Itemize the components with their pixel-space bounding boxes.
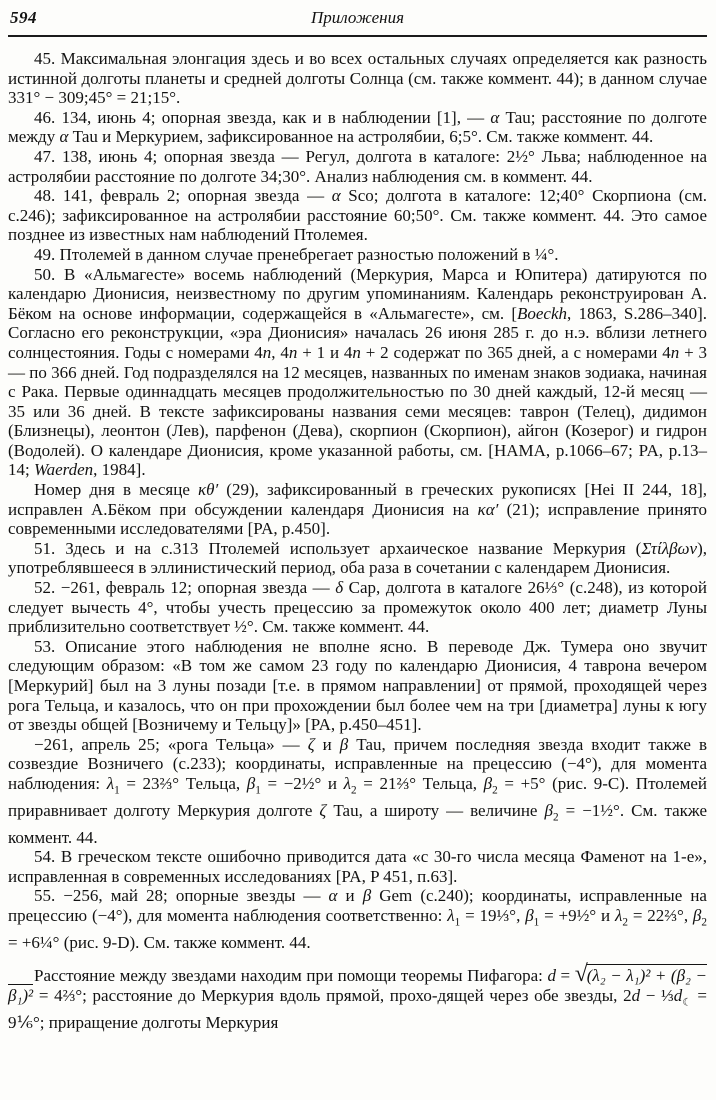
comment-53-seg-0: 53. Описание этого наблюдения не вполне ясно. В переводе Дж. Тумера оно звучит следующим образом: «В том же самом 23 году по календарю Дионисия, 4 таврона вечером [Меркурий] был на 3 луны позади [т.е. в прямом направлении] от прямой, проходящей через рога Тельца, и казалось, что он при прохождении был более чем на три [диаметра] луны к югу от звезды общей [Возничему и Тельцу]» [PA, p.450–451]. xyxy=(8,636,707,735)
distance-calculation-seg-4: (λ₂ − λ₁)² + (β₂ − β₁)² xyxy=(8,966,708,1006)
comment-46-seg-2: Tau; расстояние по долготе между xyxy=(8,107,707,147)
comment-47-seg-0: 47. 138, июнь 4; опорная звезда — Регул, долгота в каталоге: 2½° Льва; наблюденное на астролябии расстояние по долготе 34;30°. Анализ наблюдения см. в коммент. 44. xyxy=(8,146,707,186)
comment-53-continued-seg-18: Tau, а широту — величине xyxy=(326,800,545,820)
comment-50-seg-5: n xyxy=(288,342,298,362)
comment-50-seg-3: n xyxy=(262,342,272,362)
comment-46-seg-1: α xyxy=(490,107,500,127)
comment-53-continued-seg-15: 2 xyxy=(492,784,498,797)
comment-53-continued-seg-0: −261, апрель 25; «рога Тельца» — xyxy=(34,734,308,754)
comment-53-continued-seg-4: Tau, причем последняя звезда входит также в созвездие Возничего (с.233); координаты, исправленные на прецессию (−4°), для момента наблюдения: xyxy=(8,734,707,793)
comment-50-day-number-seg-1: κθ′ xyxy=(197,480,219,500)
comment-50-seg-4: , 4 xyxy=(271,342,289,362)
comment-53-continued-seg-17: ζ xyxy=(319,800,327,820)
page-body xyxy=(8,49,707,1033)
comment-55-seg-2: и xyxy=(337,886,363,906)
comment-50-seg-6: + 1 и 4 xyxy=(297,342,353,362)
comment-45 xyxy=(8,49,707,108)
comment-55-seg-8: β xyxy=(525,906,534,926)
comment-53-continued-seg-13: = 21⅔° Тельца, xyxy=(356,773,484,793)
comment-53-continued-seg-21: = −1½°. См. также коммент. 44. xyxy=(8,800,707,847)
comment-55-seg-15: 2 xyxy=(701,916,707,929)
distance-calculation-seg-10: = 9⅙°; приращение долготы Меркурия xyxy=(8,986,708,1033)
distance-calculation-seg-0: Расстояние между звездами находим при помощи теоремы Пифагора: xyxy=(34,966,548,986)
comment-50-seg-7: n xyxy=(352,342,361,362)
comment-55-seg-14: β xyxy=(692,906,702,926)
comment-55-seg-3: β xyxy=(362,886,372,906)
comment-55-seg-11: λ xyxy=(615,906,623,926)
comment-53-continued-seg-12: 2 xyxy=(351,784,357,797)
comment-46-seg-0: 46. 134, июнь 4; опорная звезда, как и в наблюдении [1], — xyxy=(34,107,491,127)
comment-51-seg-0: 51. Здесь и на с.313 Птолемей использует архаическое название Меркурия ( xyxy=(34,538,642,558)
comment-46 xyxy=(8,108,707,147)
comment-55-seg-5: λ xyxy=(447,906,455,926)
distance-calculation-seg-9: ☾ xyxy=(682,996,692,1009)
comment-48-seg-0: 48. 141, февраль 2; опорная звезда — xyxy=(34,186,332,206)
comment-50-seg-9: n xyxy=(670,342,680,362)
comment-53 xyxy=(8,637,707,735)
distance-calculation-seg-7: − ⅓ xyxy=(640,986,674,1006)
comment-53-continued-seg-2: и xyxy=(314,734,340,754)
comment-50-seg-8: + 2 содержат по 365 дней, а с номерами 4 xyxy=(360,342,671,362)
comment-46-seg-4: Tau и Меркурием, зафиксированное на астролябии, 6;5°. См. также коммент. 44. xyxy=(68,127,654,147)
comment-55-seg-4: Gem (с.240); координаты, исправленные на прецессию (−4°), для момента наблюдения соответственно: xyxy=(8,886,707,926)
comment-52-seg-0: 52. −261, февраль 12; опорная звезда — xyxy=(34,578,336,598)
comment-55-seg-16: = +6¼° (рис. 9-D). См. также коммент. 44. xyxy=(8,932,311,952)
page-header xyxy=(8,7,707,34)
comment-52-seg-1: δ xyxy=(335,578,344,598)
comment-51 xyxy=(8,539,707,578)
comment-55-seg-12: 2 xyxy=(622,916,628,929)
comment-53-continued-seg-9: 1 xyxy=(255,784,261,797)
comment-51-seg-1: Στίλβων xyxy=(641,538,698,558)
comment-53-continued-seg-10: = −2½° и xyxy=(260,773,344,793)
distance-calculation-seg-5: = 4⅔°; расстояние до Меркурия вдоль прямой, прохо-дящей через обе звезды, 2 xyxy=(33,986,632,1006)
comment-50-seg-0: 50. В «Альмагесте» восемь наблюдений (Меркурия, Марса и Юпитера) датируются по календарю Дионисия, неизвестному по другим упоминаниям. Календарь реконструирован А. Бёком на основе информации, содержащейся в «Альмагесте», см. [ xyxy=(8,264,707,323)
comment-53-continued-seg-6: 1 xyxy=(114,784,120,797)
comment-55-seg-9: 1 xyxy=(533,916,540,929)
distance-calculation-seg-6: d xyxy=(631,986,641,1006)
comment-53-continued-seg-8: β xyxy=(246,773,256,793)
comment-55-seg-13: = 22⅔°, xyxy=(627,906,693,926)
distance-calculation-seg-3: √ xyxy=(574,961,587,988)
comment-55-seg-6: 1 xyxy=(454,916,461,929)
comment-53-continued-seg-19: β xyxy=(544,800,553,820)
distance-calculation xyxy=(8,961,708,1033)
comment-53-continued-seg-5: λ xyxy=(106,773,115,793)
comment-52-seg-2: Cap, долгота в каталоге 26⅓° (с.248), из которой следует вычесть 4°, чтобы учесть прецессию за промежуток около 400 лет; диаметр Луны приблизительно соответствует ½°. См. также коммент. 44. xyxy=(8,578,707,637)
comment-53-continued-seg-20: 2 xyxy=(552,811,559,824)
comment-48-seg-2: Sco; долгота в каталоге: 12;40° Скорпиона (см. с.246); зафиксированное на астролябии расстояние 60;50°. См. также коммент. 44. Это самое позднее из известных нам наблюдений Птолемея. xyxy=(8,186,707,245)
comment-50-day-number xyxy=(8,480,707,539)
running-title: Приложения xyxy=(311,8,404,27)
comment-50-day-number-seg-4: (21); исправление принято современными исследователями [PA, p.450]. xyxy=(8,499,707,539)
comment-53-continued-seg-16: = +5° (рис. 9-C). Птолемей приравнивает долготу Меркурия долготе xyxy=(8,773,707,820)
comment-48-seg-1: α xyxy=(331,186,341,206)
comment-51-seg-2: ), употреблявшееся в эллинистический период, оба раза в сочетании с календарем Дионисия. xyxy=(8,538,707,578)
comment-50-seg-12: , 1984]. xyxy=(93,460,146,480)
comment-53-continued-seg-1: ζ xyxy=(307,734,315,754)
comment-55 xyxy=(8,886,707,952)
comment-53-continued-seg-11: λ xyxy=(343,773,352,793)
comment-50-seg-11: Waerden xyxy=(33,460,94,480)
comment-55-seg-0: 55. −256, май 28; опорные звезды — xyxy=(34,886,329,906)
comment-45-seg-0: 45. Максимальная элонгация здесь и во всех остальных случаях определяется как разность истинной долготы планеты и средней долготы Солнца (см. также коммент. 44); в данном случае 331° − 309;45° = 21;15°. xyxy=(8,49,707,108)
comment-46-seg-3: α xyxy=(59,127,69,147)
comment-50-seg-2: , 1863, S.286–340]. Согласно его реконструкции, «эра Дионисия» началась 26 июня 285 г. до н.э. вблизи летнего солнцестояния. Годы с номерами 4 xyxy=(8,303,707,362)
distance-calculation-seg-8: d xyxy=(673,986,683,1006)
comment-50-seg-1: Boeckh xyxy=(516,303,568,323)
comment-49-seg-0: 49. Птолемей в данном случае пренебрегает разностью положений в ¼°. xyxy=(34,244,559,264)
comment-54-seg-0: 54. В греческом тексте ошибочно приводится дата «с 30-го числа месяца Фаменот на 1-е», исправленная в современных исследованиях [PA, P 451, п.63]. xyxy=(8,847,707,886)
comment-55-seg-10: = +9½° и xyxy=(539,906,615,926)
comment-53-continued-seg-7: = 23⅔° Тельца, xyxy=(119,773,247,793)
comment-50-day-number-seg-3: κα′ xyxy=(477,499,499,519)
distance-calculation-seg-1: d xyxy=(547,966,556,986)
comment-48 xyxy=(8,186,707,245)
comment-53-continued xyxy=(8,735,707,847)
comment-52 xyxy=(8,578,707,637)
comment-50-day-number-seg-2: (29), зафиксированный в греческих рукописях [Hei II 244, 18], исправлен А.Бёком при обсуждении календаря Дионисия на xyxy=(8,480,707,519)
distance-calculation-seg-2: = xyxy=(555,966,575,986)
comment-47 xyxy=(8,147,707,186)
comment-55-seg-7: = 19⅓°, xyxy=(460,906,526,926)
page-number: 594 xyxy=(10,8,37,27)
comment-53-continued-seg-14: β xyxy=(483,773,493,793)
comment-50-day-number-seg-0: Номер дня в месяце xyxy=(34,480,198,500)
header-rule xyxy=(8,35,707,37)
comment-50-seg-10: + 3 — по 366 дней. Год подразделялся на 12 месяцев, названных по именам знаков зодиака, начиная с Рака. Первые одиннадцать месяцев продолжительностью по 30 дней каждый, 12-й месяц — 35 или 36 дней. В тексте зафиксированы названия семи месяцев: таврон (Телец), дидимон (Близнецы), леонтон (Лев), парфенон (Дева), скорпион (Скорпион), айгон (Козерог) и гидрон (Водолей). О календаре Дионисия, кроме указанной работы, см. [HAMA, p.1066–67; PA, p.13–14; xyxy=(8,342,707,480)
comment-54 xyxy=(8,847,707,886)
comment-50 xyxy=(8,265,707,481)
comment-53-continued-seg-3: β xyxy=(339,734,349,754)
comment-55-seg-1: α xyxy=(328,886,338,906)
comment-49 xyxy=(8,245,707,265)
